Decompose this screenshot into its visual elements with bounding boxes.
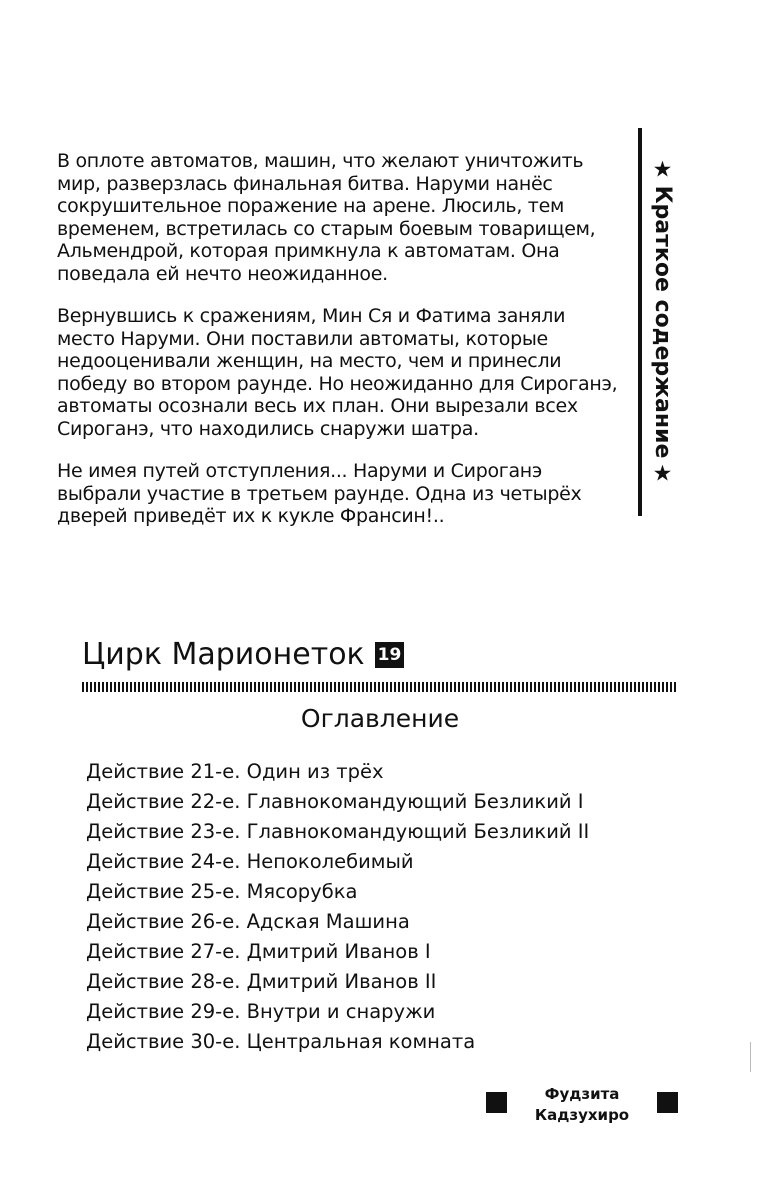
series-header — [82, 637, 404, 672]
author-given-name: Кадзухиро — [534, 1106, 630, 1124]
toc-item: Действие 25-е. Мясорубка — [86, 880, 358, 903]
summary-paragraph-3: Не имея путей отступления... Наруми и Сироганэ выбрали участие в третьем раунде. Одна из четырёх дверей приведёт их к кукле Франсин!.. — [57, 460, 582, 527]
toc-title: Оглавление — [300, 704, 460, 733]
summary-text — [57, 150, 625, 548]
summary-heading-text: Краткое содержание — [650, 185, 676, 459]
scan-margin-mark — [750, 1042, 751, 1072]
toc-item: Действие 22-е. Главнокомандующий Безликий I — [86, 790, 584, 813]
decorative-tick-rule — [82, 682, 678, 692]
toc-item: Действие 21-е. Один из трёх — [86, 760, 384, 783]
author-name — [516, 1084, 648, 1126]
author-block — [486, 1084, 678, 1130]
table-of-contents — [86, 757, 589, 1057]
toc-item: Действие 30-е. Центральная комната — [86, 1030, 476, 1053]
toc-item: Действие 23-е. Главнокомандующий Безликий II — [86, 820, 590, 843]
star-icon: ★ — [653, 461, 673, 487]
toc-item: Действие 27-е. Дмитрий Иванов I — [86, 940, 431, 963]
star-icon: ★ — [653, 157, 673, 183]
toc-item: Действие 24-е. Непоколебимый — [86, 850, 414, 873]
toc-item: Действие 26-е. Адская Машина — [86, 910, 410, 933]
square-ornament — [657, 1092, 678, 1113]
summary-paragraph-1: В оплоте автоматов, машин, что желают уничтожить мир, разверзлась финальная битва. Наруми нанёс сокрушительное поражение на арене. Люсиль, тем временем, встретилась со старым боевым товарищем, Альмендрой, которая примкнула к автоматам. Она поведала ей нечто неожиданное. — [57, 150, 596, 285]
toc-item: Действие 28-е. Дмитрий Иванов II — [86, 970, 437, 993]
author-surname: Фудзита — [544, 1085, 620, 1103]
summary-paragraph-2: Вернувшись к сражениям, Мин Ся и Фатима заняли место Наруми. Они поставили автоматы, которые недооценивали женщин, на место, чем и принесли победу во втором раунде. Но неожиданно для Сироганэ, автоматы осознали весь их план. Они вырезали всех Сироганэ, что находились снаружи шатра. — [57, 305, 618, 440]
square-ornament — [486, 1092, 507, 1113]
toc-item: Действие 29-е. Внутри и снаружи — [86, 1000, 436, 1023]
series-title: Цирк Марионеток — [82, 637, 365, 672]
summary-heading — [647, 157, 679, 487]
volume-badge: 19 — [375, 642, 405, 668]
side-divider — [638, 128, 642, 516]
